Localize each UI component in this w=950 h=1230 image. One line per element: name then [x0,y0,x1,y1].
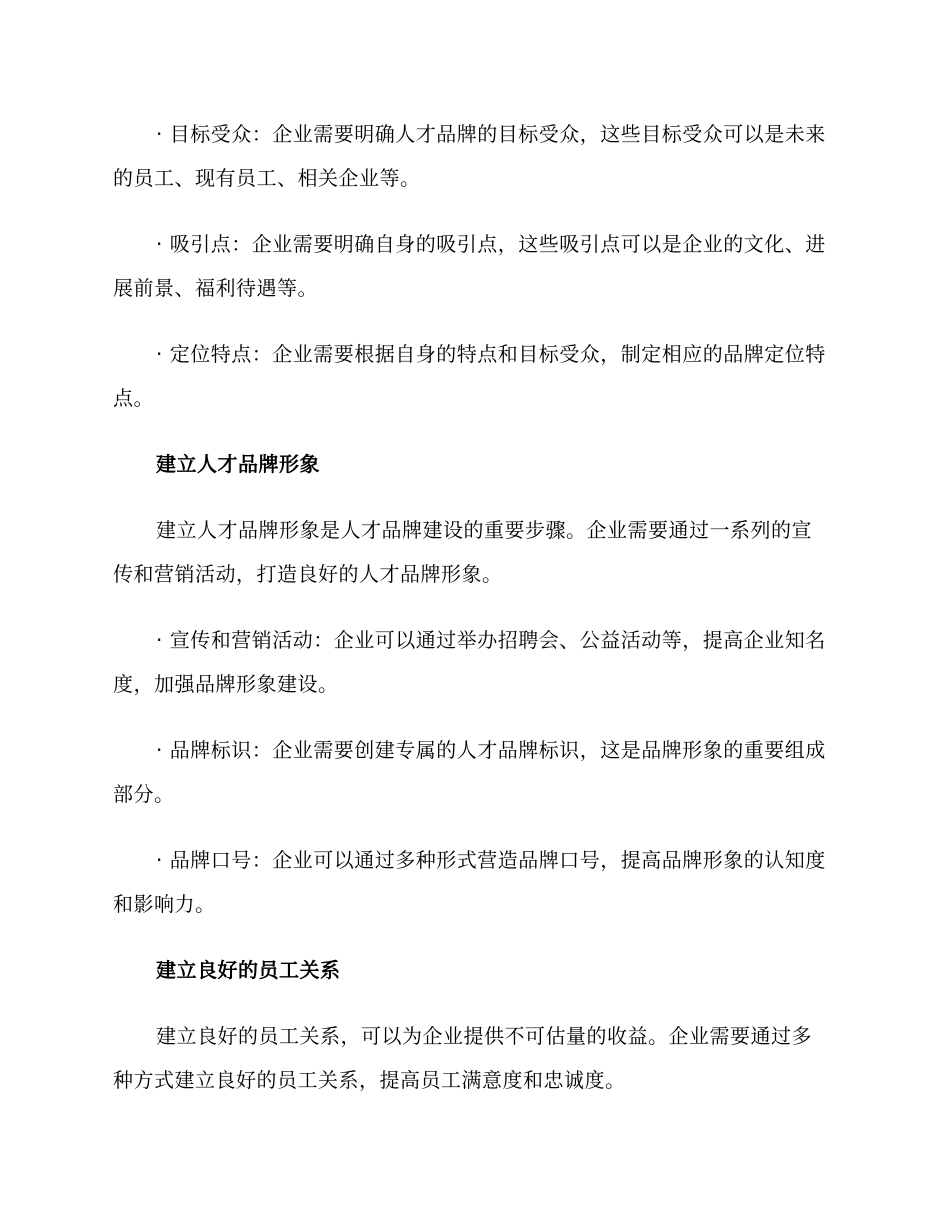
bullet-positioning-features: · 定位特点：企业需要根据自身的特点和目标受众，制定相应的品牌定位特点。 [113,342,826,410]
bullet-brand-logo: · 品牌标识：企业需要创建专属的人才品牌标识，这是品牌形象的重要组成部分。 [113,738,826,806]
section-heading-employee-relations: 建立良好的员工关系 [156,958,341,982]
bullet-attraction-points: · 吸引点：企业需要明确自身的吸引点，这些吸引点可以是企业的文化、进展前景、福利待遇等。 [113,232,826,300]
section-heading-brand-image: 建立人才品牌形象 [156,452,320,476]
bullet-promotion-marketing: · 宣传和营销活动：企业可以通过举办招聘会、公益活动等，提高企业知名度，加强品牌形象建设。 [113,628,826,696]
bullet-target-audience: · 目标受众：企业需要明确人才品牌的目标受众，这些目标受众可以是未来的员工、现有员工、相关企业等。 [113,122,826,190]
paragraph-brand-image-intro: 建立人才品牌形象是人才品牌建设的重要步骤。企业需要通过一系列的宣传和营销活动，打造良好的人才品牌形象。 [113,518,812,586]
bullet-brand-slogan: · 品牌口号：企业可以通过多种形式营造品牌口号，提高品牌形象的认知度和影响力。 [113,848,826,916]
paragraph-employee-relations-intro: 建立良好的员工关系，可以为企业提供不可估量的收益。企业需要通过多种方式建立良好的员工关系，提高员工满意度和忠诚度。 [113,1024,812,1092]
